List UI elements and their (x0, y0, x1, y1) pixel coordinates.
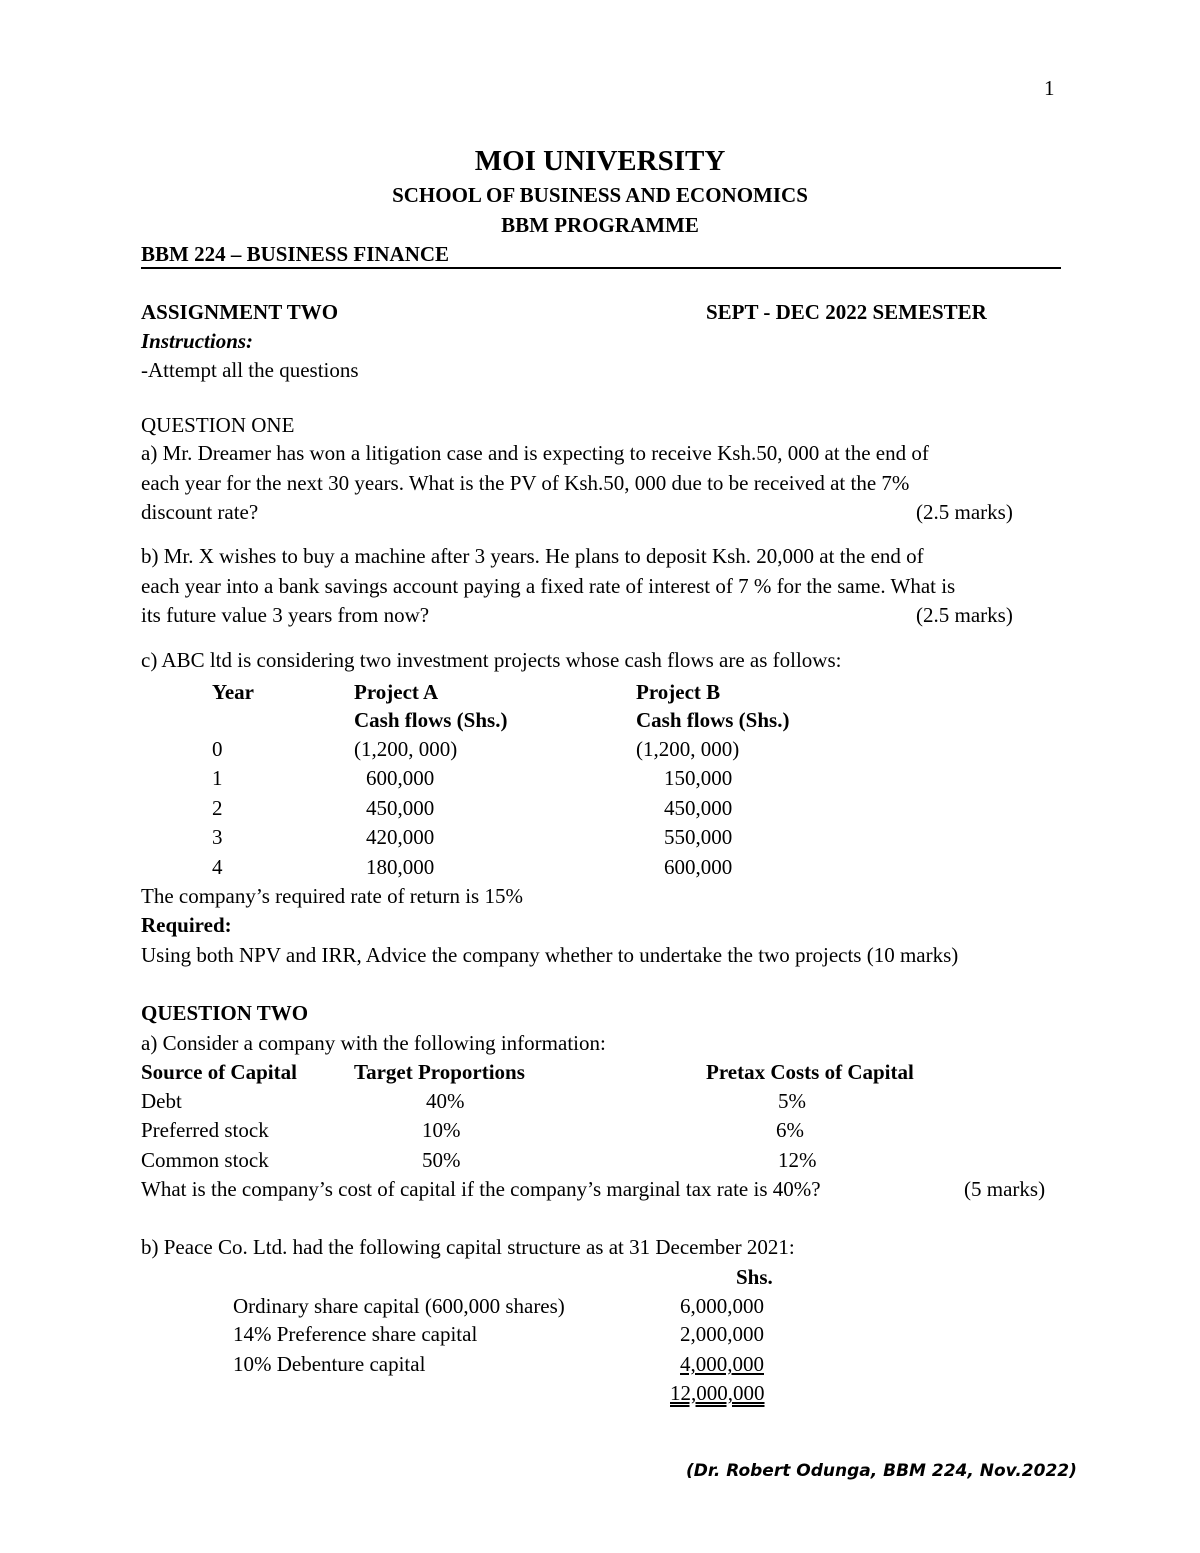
cashflow-year: 3 (212, 825, 223, 849)
capital-header-pretax: Pretax Costs of Capital (706, 1060, 914, 1084)
programme-title: BBM PROGRAMME (501, 213, 699, 237)
capital-source: Debt (141, 1089, 182, 1113)
required-text: Using both NPV and IRR, Advice the company whether to undertake the two projects (10 marks) (141, 943, 959, 967)
structure-header-shs: Shs. (736, 1265, 773, 1289)
question-one-heading: QUESTION ONE (141, 413, 295, 437)
q2a-intro: a) Consider a company with the following information: (141, 1031, 606, 1055)
cashflow-header-a-1: Project A (354, 680, 439, 704)
q1a-line-2: each year for the next 30 years. What is the PV of Ksh.50, 000 due to be received at the 7% (141, 471, 910, 495)
cashflow-project-a: 180,000 (366, 855, 435, 879)
assignment-title: ASSIGNMENT TWO (141, 300, 339, 324)
footer-credit: (Dr. Robert Odunga, BBM 224, Nov.2022) (686, 1461, 1077, 1481)
capital-source: Common stock (141, 1148, 269, 1172)
school-title: SCHOOL OF BUSINESS AND ECONOMICS (392, 183, 808, 207)
capital-pretax: 12% (778, 1148, 817, 1172)
q1b-marks: (2.5 marks) (916, 603, 1013, 627)
q2a-marks: (5 marks) (964, 1177, 1046, 1201)
cashflow-project-b: 550,000 (664, 825, 733, 849)
cashflow-header-b-1: Project B (636, 680, 721, 704)
q1b-line-1: b) Mr. X wishes to buy a machine after 3 years. He plans to deposit Ksh. 20,000 at the end of (141, 544, 924, 568)
cashflow-project-b: 450,000 (664, 796, 733, 820)
university-title: MOI UNIVERSITY (474, 145, 726, 177)
capital-header-target: Target Proportions (354, 1060, 525, 1084)
question-two-heading: QUESTION TWO (141, 1001, 309, 1025)
cashflow-year: 4 (212, 855, 223, 879)
q1b-line-2: each year into a bank savings account paying a fixed rate of interest of 7 % for the same. What is (141, 574, 956, 598)
capital-target: 40% (426, 1089, 465, 1113)
instruction-item: -Attempt all the questions (141, 358, 359, 382)
structure-amount: 6,000,000 (680, 1294, 764, 1318)
capital-pretax: 6% (776, 1118, 804, 1142)
cashflow-year: 1 (212, 766, 223, 790)
cashflow-project-a: 420,000 (366, 825, 435, 849)
q1b-line-3: its future value 3 years from now? (141, 603, 430, 627)
structure-amount: 4,000,000 (680, 1352, 764, 1376)
course-title: BBM 224 – BUSINESS FINANCE (141, 242, 450, 266)
q1a-line-1: a) Mr. Dreamer has won a litigation case and is expecting to receive Ksh.50, 000 at the end of (141, 441, 929, 465)
q1a-line-3: discount rate? (141, 500, 259, 524)
structure-total: 12,000,000 (670, 1381, 765, 1405)
structure-label: Ordinary share capital (600,000 shares) (233, 1294, 565, 1318)
cashflow-header-a-2: Cash flows (Shs.) (354, 708, 508, 732)
capital-pretax: 5% (778, 1089, 806, 1113)
cashflow-year: 0 (212, 737, 223, 761)
cashflow-project-a: 450,000 (366, 796, 435, 820)
page-number: 1 (1044, 76, 1055, 100)
instructions-label: Instructions: (141, 329, 254, 353)
cashflow-project-b: 150,000 (664, 766, 733, 790)
structure-amount: 2,000,000 (680, 1322, 764, 1346)
structure-label: 14% Preference share capital (233, 1322, 478, 1346)
capital-target: 50% (422, 1148, 461, 1172)
cashflow-header-b-2: Cash flows (Shs.) (636, 708, 790, 732)
cashflow-project-b: 600,000 (664, 855, 733, 879)
cashflow-project-b: (1,200, 000) (636, 737, 740, 761)
structure-label: 10% Debenture capital (233, 1352, 426, 1376)
semester-label: SEPT - DEC 2022 SEMESTER (706, 300, 987, 324)
cashflow-header-year: Year (212, 680, 254, 704)
q2b-intro: b) Peace Co. Ltd. had the following capital structure as at 31 December 2021: (141, 1235, 795, 1259)
q2a-question: What is the company’s cost of capital if the company’s marginal tax rate is 40%? (141, 1177, 821, 1201)
capital-header-source: Source of Capital (141, 1060, 297, 1084)
capital-source: Preferred stock (141, 1118, 269, 1142)
cashflow-project-a: 600,000 (366, 766, 435, 790)
required-label: Required: (141, 913, 232, 937)
cashflow-project-a: (1,200, 000) (354, 737, 458, 761)
required-rate-text: The company’s required rate of return is 15% (141, 884, 523, 908)
q1c-intro: c) ABC ltd is considering two investment projects whose cash flows are as follows: (141, 648, 842, 672)
capital-target: 10% (422, 1118, 461, 1142)
q1a-marks: (2.5 marks) (916, 500, 1013, 524)
header-rule (141, 267, 1061, 269)
cashflow-year: 2 (212, 796, 223, 820)
